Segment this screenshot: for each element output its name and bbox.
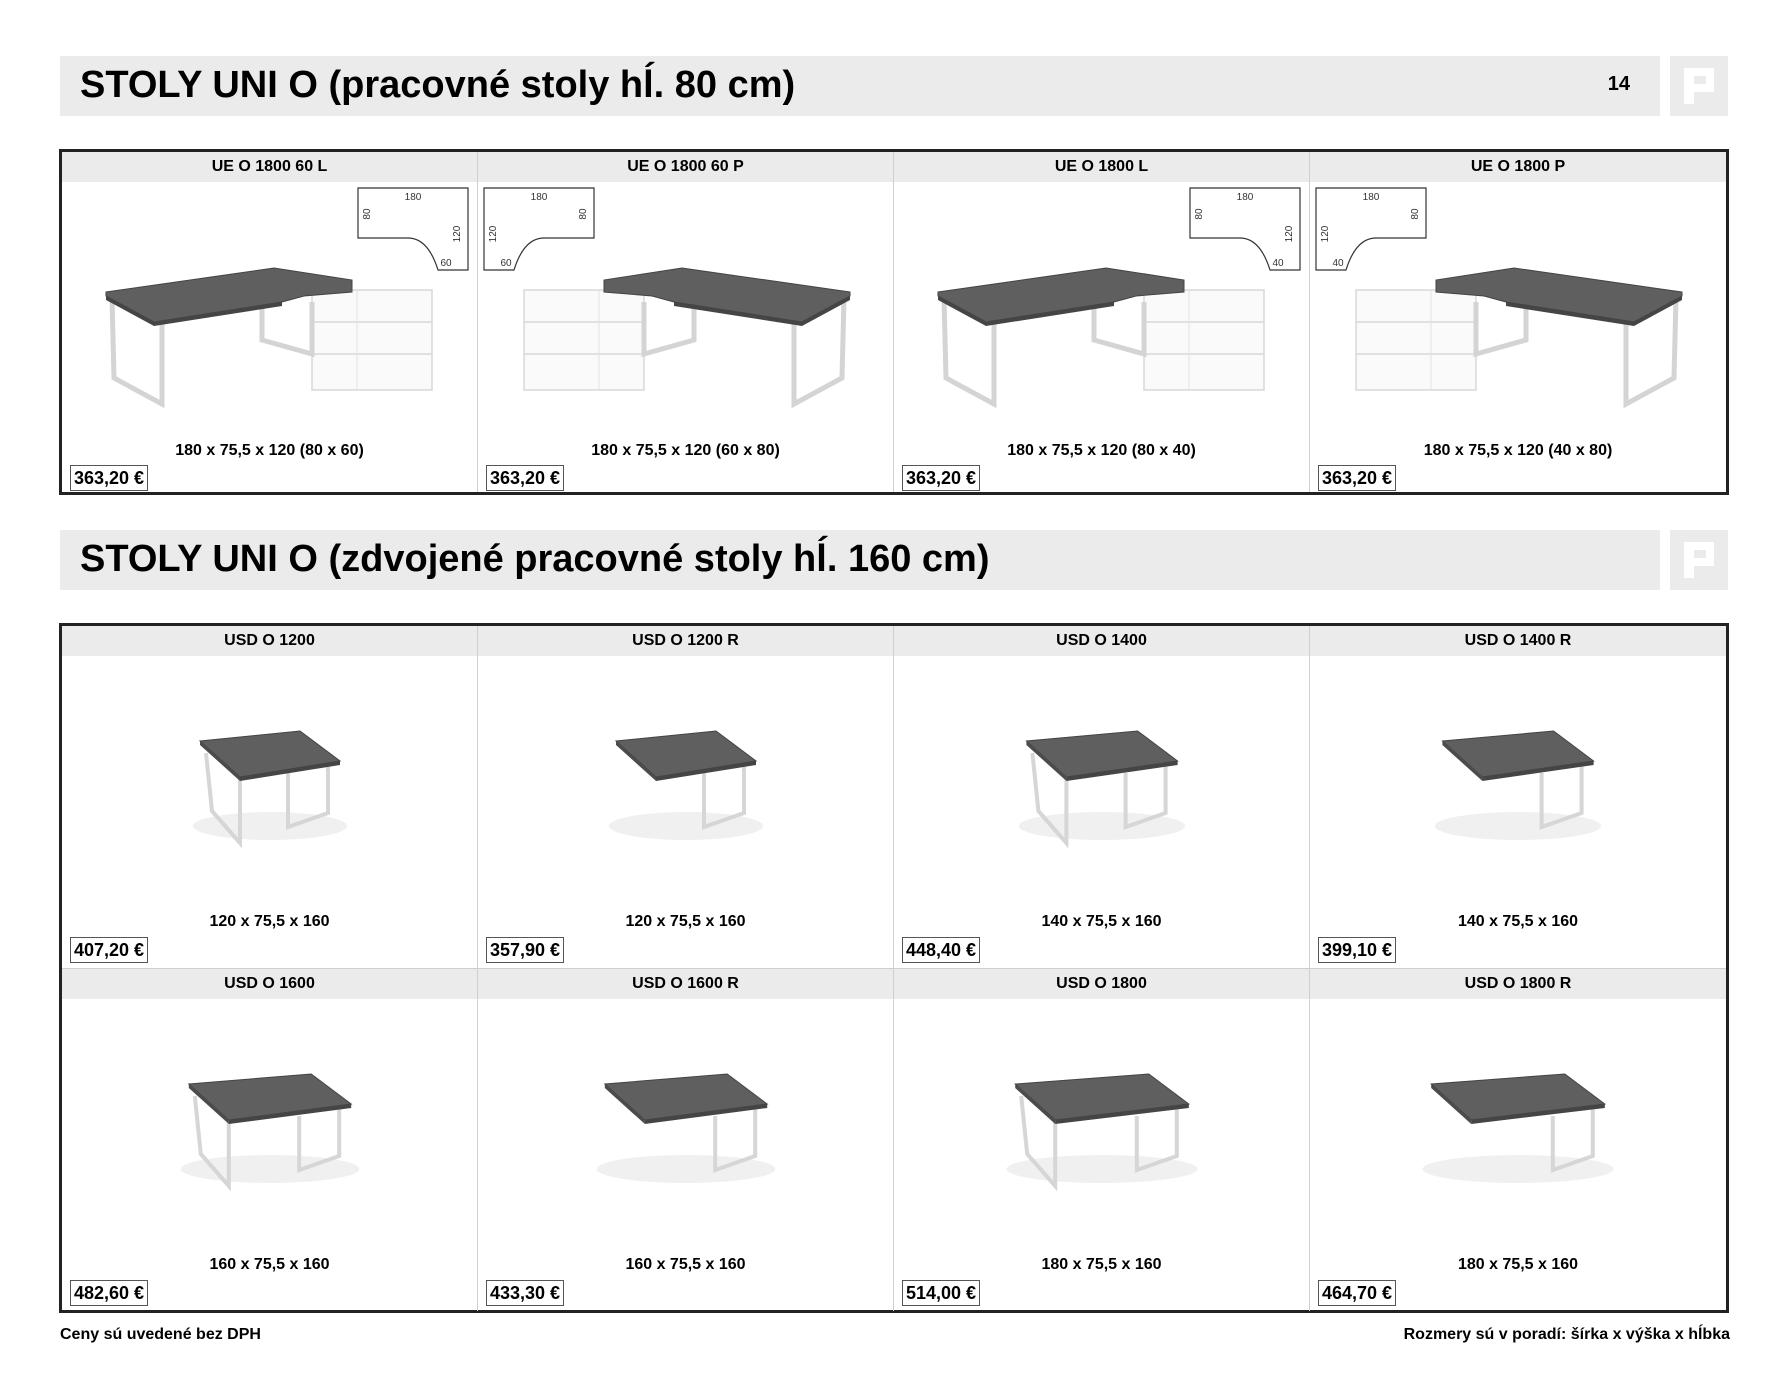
product-dimensions: 180 x 75,5 x 120 (40 x 80)	[1423, 442, 1613, 459]
double-desk-grid	[59, 623, 1729, 1313]
price-note: Ceny sú uvedené bez DPH	[60, 1326, 261, 1343]
product-price: 399,10 €	[1318, 937, 1396, 963]
product-price: 363,20 €	[70, 465, 148, 491]
product-card	[62, 969, 478, 1311]
double-desk-illustration	[894, 656, 1310, 916]
double-desk-illustration	[62, 999, 478, 1259]
brand-logo	[1670, 530, 1728, 590]
product-dimensions: 180 x 75,5 x 120 (80 x 60)	[175, 442, 364, 459]
dimension-note: Rozmery sú v poradí: šírka x výška x hĺbka	[1403, 1326, 1730, 1343]
product-card	[894, 626, 1310, 968]
product-code: UE O 1800 L	[894, 152, 1309, 182]
product-dimensions: 120 x 75,5 x 160	[209, 913, 330, 930]
plan-dimension-label: 40	[1272, 258, 1284, 269]
product-dimensions: 180 x 75,5 x 120 (60 x 80)	[591, 442, 780, 459]
plan-dimension-label: 180	[404, 192, 422, 203]
l-desk-illustration	[478, 182, 894, 432]
product-dimensions: 140 x 75,5 x 160	[1457, 913, 1579, 930]
double-desk-illustration	[1310, 656, 1726, 916]
l-desk-illustration	[1310, 182, 1726, 432]
product-card	[1310, 152, 1726, 492]
product-price: 482,60 €	[70, 1280, 148, 1306]
product-price: 464,70 €	[1318, 1280, 1396, 1306]
double-desk-illustration	[478, 656, 894, 916]
product-dimensions: 160 x 75,5 x 160	[625, 1256, 746, 1273]
l-desk-illustration	[894, 182, 1310, 432]
plan-dimension-label: 80	[578, 208, 589, 220]
brand-logo	[1670, 56, 1728, 116]
product-price: 363,20 €	[902, 465, 980, 491]
product-dimensions: 180 x 75,5 x 120 (80 x 40)	[1007, 442, 1196, 459]
plan-dimension-label: 80	[362, 208, 373, 220]
product-code: UE O 1800 60 L	[62, 152, 477, 182]
product-dimensions: 180 x 75,5 x 160	[1041, 1256, 1162, 1273]
product-price: 448,40 €	[902, 937, 980, 963]
double-desk-illustration	[62, 656, 478, 916]
page-number: 14	[1607, 73, 1630, 95]
product-card	[478, 152, 894, 492]
plan-dimension-label: 40	[1332, 258, 1344, 269]
product-card	[62, 152, 478, 492]
product-card	[1310, 626, 1726, 968]
product-code: USD O 1200 R	[478, 626, 893, 656]
product-price: 407,20 €	[70, 937, 148, 963]
product-card	[62, 626, 478, 968]
product-card	[1310, 969, 1726, 1311]
product-code: USD O 1600 R	[478, 969, 893, 999]
product-price: 514,00 €	[902, 1280, 980, 1306]
double-desk-illustration	[1310, 999, 1726, 1259]
product-price: 433,30 €	[486, 1280, 564, 1306]
product-price: 363,20 €	[486, 465, 564, 491]
plan-dimension-label: 80	[1410, 208, 1421, 220]
section-header-double-desks	[60, 530, 1660, 590]
product-price: 357,90 €	[486, 937, 564, 963]
double-desk-illustration	[478, 999, 894, 1259]
plan-dimension-label: 80	[1194, 208, 1205, 220]
product-code: USD O 1800	[894, 969, 1309, 999]
product-card	[478, 626, 894, 968]
plan-dimension-label: 60	[440, 258, 452, 269]
product-code: USD O 1600	[62, 969, 477, 999]
double-desk-illustration	[894, 999, 1310, 1259]
l-desk-illustration	[62, 182, 478, 432]
product-card	[894, 152, 1310, 492]
plan-dimension-label: 180	[1362, 192, 1380, 203]
product-price: 363,20 €	[1318, 465, 1396, 491]
section-title: STOLY UNI O (zdvojené pracovné stoly hĺ. 160 cm)	[80, 538, 990, 580]
product-dimensions: 120 x 75,5 x 160	[625, 913, 746, 930]
plan-dimension-label: 120	[1320, 225, 1331, 243]
section-title: STOLY UNI O (pracovné stoly hĺ. 80 cm)	[80, 64, 796, 106]
product-dimensions: 140 x 75,5 x 160	[1041, 913, 1162, 930]
product-card	[894, 969, 1310, 1311]
plan-dimension-label: 120	[452, 225, 463, 243]
product-code: USD O 1200	[62, 626, 477, 656]
product-code: UE O 1800 P	[1310, 152, 1726, 182]
product-code: UE O 1800 60 P	[478, 152, 893, 182]
plan-dimension-label: 120	[1284, 225, 1295, 243]
product-code: USD O 1400 R	[1310, 626, 1726, 656]
product-dimensions: 180 x 75,5 x 160	[1457, 1256, 1579, 1273]
plan-dimension-label: 180	[1236, 192, 1254, 203]
section-header-workdesks	[60, 56, 1660, 116]
product-card	[478, 969, 894, 1311]
workdesk-grid	[59, 149, 1729, 495]
product-code: USD O 1800 R	[1310, 969, 1726, 999]
plan-dimension-label: 120	[488, 225, 499, 243]
plan-dimension-label: 60	[500, 258, 512, 269]
product-code: USD O 1400	[894, 626, 1309, 656]
plan-dimension-label: 180	[530, 192, 548, 203]
product-dimensions: 160 x 75,5 x 160	[209, 1256, 330, 1273]
